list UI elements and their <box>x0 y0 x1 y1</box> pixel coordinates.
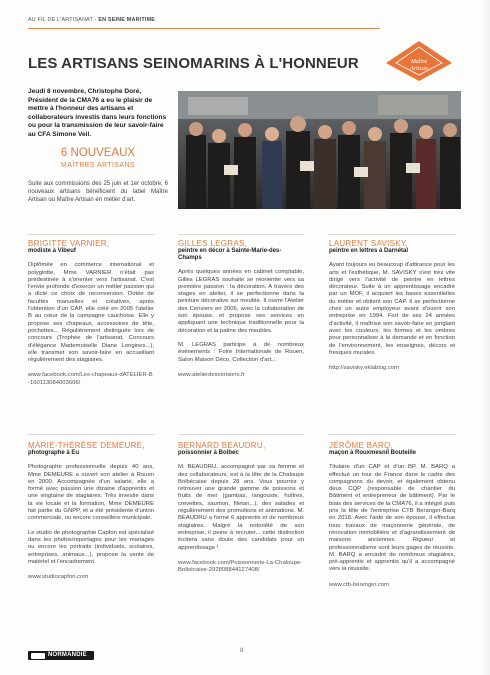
artisan-link[interactable]: http://savisky.eklablog.com <box>329 365 399 372</box>
column-rule <box>329 234 455 235</box>
artisan-card-beaudru <box>178 442 304 574</box>
artisan-job: peintre en lettres à Darnétal <box>329 248 409 255</box>
column-rule <box>28 434 154 435</box>
artisan-name: BERNARD BEAUDRU, <box>178 441 266 450</box>
logo-line1: Maître <box>410 59 428 65</box>
artisan-job: modiste à Vibeuf <box>28 248 76 255</box>
artisan-job: poissonnier à Bolbec <box>178 450 239 457</box>
artisan-card-legras <box>178 240 304 379</box>
page-number: 8 <box>240 648 244 654</box>
artisan-job: peintre en décor à Sainte-Marie-des-Champs <box>178 248 282 262</box>
kicker-region: EN SEINE MARITIME <box>98 17 156 23</box>
artisan-name: BRIGITTE VARNIER, <box>28 239 110 248</box>
logo-line2: Artisan <box>410 66 428 72</box>
artisan-name: GILLES LEGRAS, <box>178 239 248 248</box>
artisan-name: JÉRÔME BARQ, <box>329 441 394 450</box>
column-rule <box>329 434 455 435</box>
column-rule <box>178 234 304 235</box>
artisan-card-varnier <box>28 240 154 387</box>
artisan-card-savisky <box>329 240 455 372</box>
kicker <box>28 17 155 23</box>
artisan-link[interactable]: www.studiocapfon.com <box>28 574 89 581</box>
artisan-job: photographe à Eu <box>28 450 79 457</box>
artisan-name: LAURENT SAVISKY, <box>329 239 409 248</box>
column-rule <box>178 434 304 435</box>
artisan-text: M. LEGRAS participe à de nombreux événements : Foire Internationale de Rouen, Salon Maison Déco, Collection d'art... <box>178 341 304 363</box>
page-title: LES ARTISANS SEINOMARINS À L'HONNEUR <box>28 55 359 72</box>
intro-paragraph: Jeudi 8 novembre, Christophe Doré, Président de la CMA76 a eu le plaisir de mettre à l'honneur des artisans et collaborateurs investis dans leurs fonctions ou pour la transmission de leur savoir-faire au CFA Simone Veil. <box>28 88 167 138</box>
artisan-link[interactable]: www.atelierdescerisiers.fr <box>178 371 245 378</box>
ceremony-photo <box>178 91 461 209</box>
artisan-card-barq <box>329 442 455 589</box>
artisan-text: Ayant toujours eu beaucoup d'attirance pour les arts et l'esthétique, M. SAVISKY s'est très vite dirigé vers l'activité de peintre en lettres décorateur. Suite à un apprentissage encadré par un MOF, il acquiert les bases essentielles du métier et obtient son CAP. Il se perfectionne chez un autre employeur avant d'ouvrir son entreprise en 1994. Fort de ses 24 années d'activité, il maîtrise son savoir-faire en jonglant avec les couleurs, les formes et les ombres pour personnaliser à la demande et en fonction de l'environnement, les enseignes, décors et fresques murales. <box>329 262 455 356</box>
artisan-text: M. BEAUDRU, accompagné par sa femme et des collaborateurs, est à la tête de la Chaloupe Bolbécaise depuis 28 ans. Vous pourrez y retrouver une grande gamme de poissons et fruits de mer (gambas, langouste, huîtres, crevettes, saumon, filetan...), des salades et régulièrement des promotions et animations. M. BEAUDRU a formé 6 apprentis et de nombreux stagiaires. Malgré la notoriété de son entreprise, il peine à recruter... cette distinction incitera sans doute des candidats pour un apprentissage ! <box>178 464 304 551</box>
column-rule <box>28 234 154 235</box>
top-rule <box>28 28 380 29</box>
page-edge-shadow <box>480 0 490 675</box>
cma-badge-icon <box>31 653 45 659</box>
maitre-artisan-logo <box>386 41 452 81</box>
kicker-section: AU FIL DE L'ARTISANAT <box>28 17 93 23</box>
artisan-card-demeure <box>28 442 154 581</box>
footer-brand-logo <box>28 651 94 660</box>
artisan-text: Titulaire d'un CAP et d'un BP, M. BARQ a effectué un tour de France dans le cadre des compagnons du devoir, et également obtenu deux CQP (responsable de chantier du Bâtiment et entrepreneur de bâtiment). Par le biais des services de la CMA76, il a intégré puis pris la tête de l'entreprise CTB Beranger-Barq en 2018. Avec l'aide de son épouse, il effectue tous travaux de maçonnerie générale, de rénovation immobilière et d'agrandissement de maisons anciennes. Rigueur et professionnalisme sont leurs gages de réussite. M. BARQ a encadré de nombreux stagiaires, pré-apprentis et apprentis qu'il a accompagné vers la réussite. <box>329 464 455 573</box>
subheading-sub: MAÎTRES ARTISANS <box>61 162 135 169</box>
artisan-text: Diplômée en commerce international et polyglotte, Mme VARNIER n'était pas prédestinée à s'orienter vers l'artisanat. C'est l'envie profonde d'exercer un métier passion qui a dicté ce choix de reconversion. Dotée de facultés manuelles et créatives, après l'obtention d'un CAP, elle créé en 2005 l'atelier B au cœur de la campagne cauchoise. Elle y propose ses chapeaux, accessoires de tête, pochettes... Régulièrement distinguée lors de concours (Trophée de l'artisanat, Concours d'élégance Mademoiselle Diane Longines...), elle transmet son savoir-faire en accueillant régulièrement des stagiaires. <box>28 262 154 364</box>
artisan-text: Le studio de photographie Capfon est spécialisé dans les photos/reportages pour les mariages ou encore les portraits (individuels, scolaires, entreprises, animaux...), propose la vente de matériel et l'encadrement. <box>28 529 154 565</box>
artisan-link[interactable]: www.facebook.com/Poissonnerie-La-Chaloupe-Bolbécaise-292808844127408/ <box>178 559 303 574</box>
artisan-link[interactable]: www.ctb-berenger.com <box>329 581 389 588</box>
kicker-separator: - <box>92 17 99 23</box>
artisan-job: maçon à Rouxmesnil Bouteille <box>329 450 417 457</box>
artisan-link[interactable]: www.facebook.com/Les-chapeaux-dATELIER-B-160113084003606/ <box>28 372 153 386</box>
artisan-name: MARIE-THÉRÈSE DEMEURE, <box>28 441 145 450</box>
footer-brand: NORMANDIE <box>48 652 87 658</box>
artisan-text: Photographe professionnelle depuis 40 ans, Mme DEMEURE a ouvert son atelier à Rouen en 2000. Accompagnée d'un salarié, elle a formé avec passion une dizaine d'apprentis et une vingtaine de stagiaires. Très investie dans la vie locale et la formation, Mme DEMEURE fait partie du GNPP, et a été présidente d'union commerciale, ou encore conseillère municipale. <box>28 464 154 522</box>
summary-paragraph: Suite aux commissions des 25 juin et 1er octobre, 6 nouveaux artisans bénéficient du label Maître Artisan ou Maître Artisan en métier d'art. <box>28 181 168 203</box>
subheading-main: 6 NOUVEAUX <box>60 147 136 159</box>
artisan-text: Après quelques années en cabinet comptable, Gilles LEGRAS souhaite se réorienter vers sa première passion : la décoration. A travers des stages en atelier, il se perfectionne dans la peinture décorative sur meuble. Il ouvre l'Atelier des Cerisiers en 2006, avec la collaboration de son épouse, et propose ses services en appliquant une technique traditionnelle pour la décoration et la patine des meubles. <box>178 269 304 334</box>
